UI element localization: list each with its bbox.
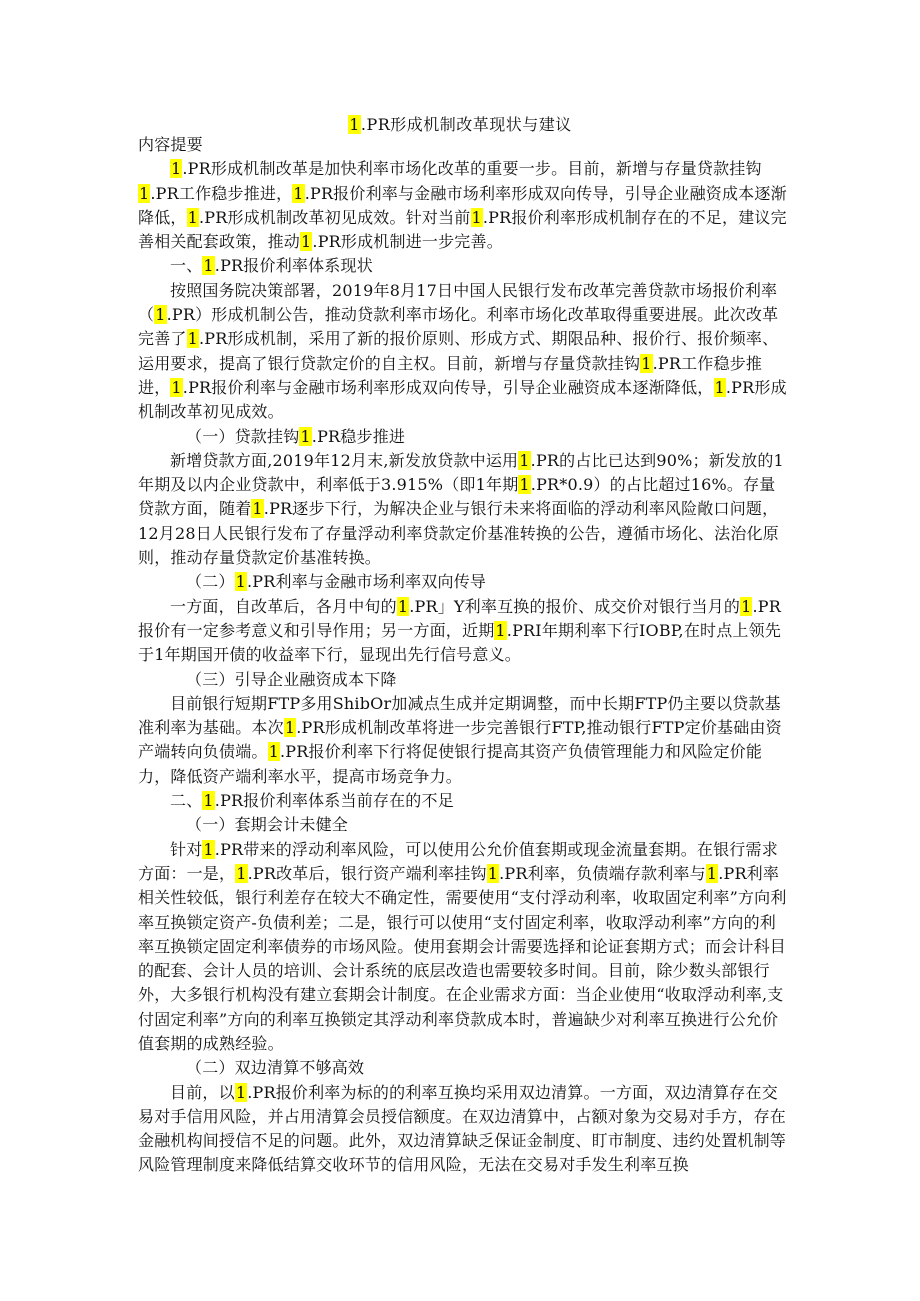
highlight-mark: 1 <box>203 839 214 859</box>
highlight-mark: 1 <box>301 232 312 252</box>
paragraph: （一）贷款挂钩1.PR稳步推进 <box>186 426 406 446</box>
highlight-mark: 1 <box>203 791 214 811</box>
highlight-mark: 1 <box>519 450 530 470</box>
highlight-mark: 1 <box>471 207 482 227</box>
paragraph: （二）双边清算不够高效 <box>186 1058 365 1078</box>
highlight-mark: 1 <box>741 596 752 616</box>
highlight-mark: 1 <box>714 377 725 397</box>
highlight-mark: 1 <box>284 718 296 738</box>
document-body <box>138 133 790 1178</box>
highlight-mark: 1 <box>236 863 247 883</box>
paragraph: 目前银行短期FTP多用ShibOr加减点生成并定期调整，而中长期FTP仍主要以贷款基准利率为基础。本次1.PR形成机制改革将进一步完善银行FTP,推动银行FTP定价基础由资产端转向负债端。1.PR报价利率下行将促使银行提高其资产负债管理能力和风险定价能力，降低资产端利率水平，提高市场竞争力。 <box>138 693 782 786</box>
paragraph: （三）引导企业融资成本下降 <box>186 669 397 689</box>
highlight-mark: 1 <box>300 426 311 446</box>
highlight-mark: 1 <box>235 572 246 592</box>
paragraph: 一、1.PR报价利率体系现状 <box>170 256 373 276</box>
highlight-mark: 1 <box>139 183 150 203</box>
paragraph: 一方面，自改革后，各月中旬的1.PR」Y利率互换的报价、成交价对银行当月的1.PR报价有一定参考意义和引导作用；另一方面，近期1.PRI年期利率下行IOBP,在时点上领先于1年期国开债的收益率下行，显现出先行信号意义。 <box>138 596 782 665</box>
document-title <box>0 112 920 135</box>
paragraph: 二、1.PR报价利率体系当前存在的不足 <box>170 791 454 811</box>
highlight-mark: 1 <box>171 377 182 397</box>
highlight-mark: 1 <box>171 159 182 179</box>
highlight-mark: 1 <box>487 863 499 883</box>
highlight-mark: 1 <box>268 742 279 762</box>
title-text: .PR形成机制改革现状与建议 <box>360 115 572 134</box>
highlight-mark: 1 <box>252 499 263 519</box>
highlight-mark: 1 <box>495 620 506 640</box>
paragraph: 针对1.PR带来的浮动利率风险，可以使用公允价值套期或现金流量套期。在银行需求方面：一是，1.PR改革后，银行资产端利率挂钩1.PR利率，负债端存款利率与1.PR利率相关性较低，银行利差存在较大不确定性，需要使用“支付浮动利率，收取固定利率”方向利率互换锁定资产-负债利差；二是，银行可以使用“支付固定利率，收取浮动利率”方向的利率互换锁定固定利率债券的市场风险。使用套期会计需要选择和论证套期方式；而会计科目的配套、会计人员的培训、会计系统的底层改造也需要较多时间。目前，除少数头部银行外，大多银行机构没有建立套期会计制度。在企业需求方面：当企业使用“收取浮动利率,支付固定利率”方向的利率互换锁定其浮动利率贷款成本时，普遍缺少对利率互换进行公允价值套期的成熟经验。 <box>138 839 787 1053</box>
paragraph: （二）1.PR利率与金融市场利率双向传导 <box>186 572 487 592</box>
highlight-mark: 1 <box>235 1082 247 1102</box>
highlight-mark: 1 <box>203 256 214 276</box>
paragraph: 1.PR形成机制改革是加快利率市场化改革的重要一步。目前，新增与存量贷款挂钩1.PR工作稳步推进，1.PR报价利率与金融市场利率形成双向传导，引导企业融资成本逐渐降低，1.PR形成机制改革初见成效。针对当前1.PR报价利率形成机制存在的不足，建议完善相关配套政策，推动1.PR形成机制进一步完善。 <box>138 159 787 252</box>
paragraph: （一）套期会计未健全 <box>186 815 349 835</box>
highlight-mark: 1 <box>349 115 360 134</box>
paragraph: 内容提要 <box>138 135 203 154</box>
highlight-mark: 1 <box>155 305 166 325</box>
highlight-mark: 1 <box>706 863 718 883</box>
highlight-mark: 1 <box>519 475 530 495</box>
highlight-mark: 1 <box>397 596 409 616</box>
highlight-mark: 1 <box>187 329 198 349</box>
paragraph: 按照国务院决策部署，2019年8月17日中国人民银行发布改革完善贷款市场报价利率（1.PR）形成机制公告，推动贷款利率市场化。利率市场化改革取得重要进展。此次改革完善了1.PR形成机制，采用了新的报价原则、形成方式、期限品种、报价行、报价频率、运用要求，提高了银行贷款定价的自主权。目前，新增与存量贷款挂钩1.PR工作稳步推进，1.PR报价利率与金融市场利率形成双向传导，引导企业融资成本逐渐降低，1.PR形成机制改革初见成效。 <box>138 280 787 422</box>
highlight-mark: 1 <box>641 353 652 373</box>
paragraph: 目前，以1.PR报价利率为标的的利率互换均采用双边清算。一方面，双边清算存在交易对手信用风险，并占用清算会员授信额度。在双边清算中，占额对象为交易对手方，存在金融机构间授信不足的问题。此外，双边清算缺乏保证金制度、盯市制度、违约处置机制等风险管理制度来降低结算交收环节的信用风险，无法在交易对手发生利率互换 <box>138 1082 787 1175</box>
highlight-mark: 1 <box>293 183 304 203</box>
paragraph: 新增贷款方面,2019年12月末,新发放贷款中运用1.PR的占比已达到90%；新发放的1年期及以内企业贷款中，利率低于3.915%（即1年期1.PR*0.9）的占比超过16%。存量贷款方面，随着1.PR逐步下行，为解决企业与银行未来将面临的浮动利率风险敞口问题，12月28日人民银行发布了存量浮动利率贷款定价基准转换的公告，遵循市场化、法治化原则，推动存量贷款定价基准转换。 <box>138 450 784 568</box>
highlight-mark: 1 <box>187 207 198 227</box>
